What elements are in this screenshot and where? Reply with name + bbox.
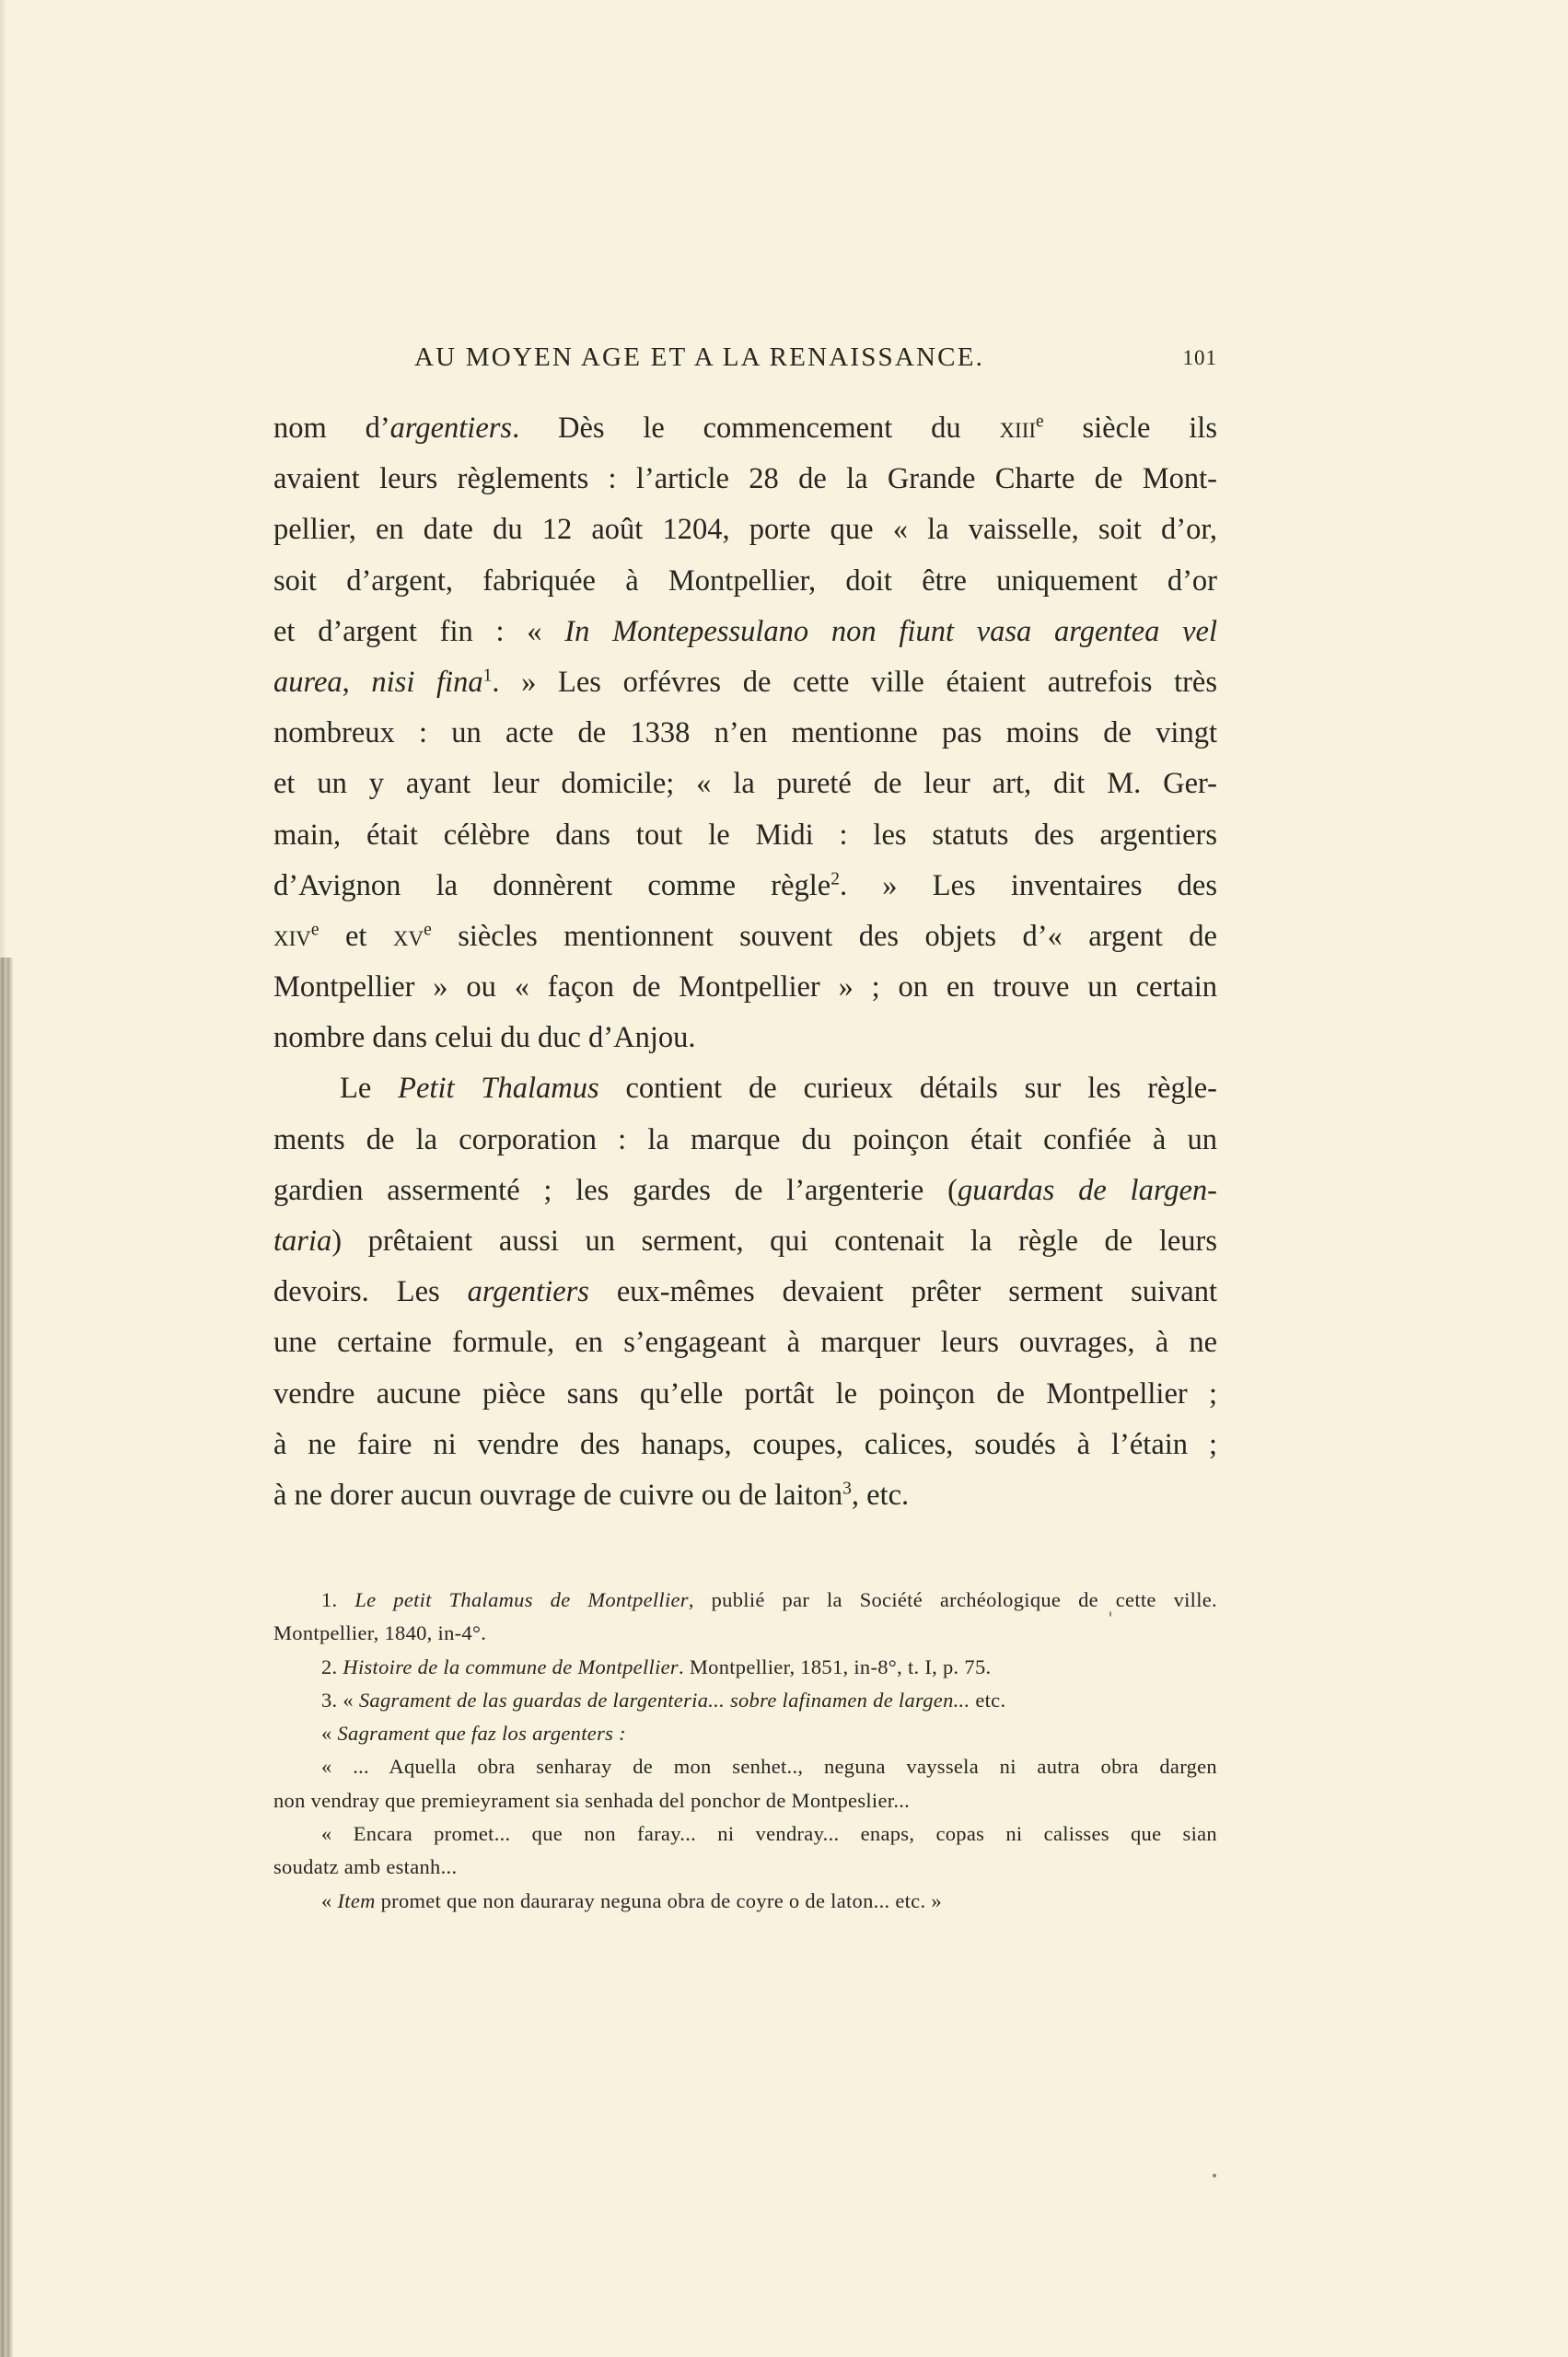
- footnote-line: [273, 1584, 1217, 1617]
- text-line: [273, 1166, 1217, 1216]
- text-run: Montpellier » ou « façon de Montpellier » ; on en trouve un certain: [273, 970, 1217, 1004]
- text-run: pellier, en date du 12 août 1204, porte que « la vaisselle, soit d’or,: [273, 513, 1217, 547]
- text-line: [273, 1470, 1217, 1521]
- footnote-line: [273, 1617, 1217, 1650]
- text-run: et: [319, 919, 393, 953]
- paper-speck: [1213, 2174, 1216, 2177]
- page-edge-shadow: [0, 0, 6, 958]
- text-run: soit d’argent, fabriquée à Montpellier, doit être uniquement d’or: [273, 563, 1217, 598]
- text-line: [273, 556, 1217, 607]
- text-run: 2.: [321, 1655, 343, 1678]
- text-line: [273, 657, 1217, 708]
- text-run: 1.: [321, 1588, 355, 1611]
- text-line: [273, 708, 1217, 759]
- text-run: eux-mêmes devaient prêter serment suivant: [588, 1275, 1217, 1309]
- running-title: AU MOYEN AGE ET A LA RENAISSANCE.: [414, 343, 985, 372]
- italic-text: aurea: [273, 665, 343, 699]
- text-line: [273, 962, 1217, 1013]
- text-run: soudatz amb estanh...: [273, 1855, 458, 1879]
- text-line: [273, 403, 1217, 454]
- italic-text: argentiers: [389, 412, 513, 445]
- text-line: [273, 861, 1217, 911]
- text-run: Le: [340, 1072, 399, 1106]
- text-run: . Montpellier, 1851, in-8°, t. I, p. 75.: [678, 1655, 992, 1678]
- superscript: e: [424, 920, 432, 940]
- footnote-line: [273, 1784, 1217, 1817]
- text-line: [273, 1267, 1217, 1318]
- text-line: [273, 1063, 1217, 1114]
- text-run: devoirs. Les: [273, 1275, 468, 1309]
- italic-text: Histoire de la commune de Montpellier: [343, 1655, 679, 1678]
- superscript: e: [310, 920, 319, 940]
- text-run: xiii: [999, 412, 1037, 445]
- text-run: ) prêtaient aussi un serment, qui contenait la règle de leurs: [331, 1225, 1217, 1258]
- text-run: «: [321, 1722, 338, 1746]
- superscript: e: [1036, 412, 1044, 432]
- italic-text: taria: [273, 1225, 332, 1258]
- footnotes: [273, 1584, 1217, 1918]
- text-run: à ne faire ni vendre des hanaps, coupes, calices, soudés à l’étain ;: [273, 1427, 1217, 1461]
- text-line: [273, 505, 1217, 555]
- superscript: 3: [842, 1479, 852, 1499]
- footnote-line: [273, 1750, 1217, 1783]
- italic-text: nisi fina: [371, 665, 483, 699]
- text-line: [273, 454, 1217, 505]
- page-number: 101: [1182, 346, 1217, 369]
- footnote-line: [273, 1717, 1217, 1750]
- text-run: nombreux : un acte de 1338 n’en mentionne pas moins de vingt: [273, 716, 1217, 750]
- text-line: [273, 1318, 1217, 1368]
- text-run: nombre dans celui du duc d’Anjou.: [273, 1021, 696, 1055]
- paper-speck: [1109, 1611, 1111, 1617]
- text-line: [273, 1369, 1217, 1420]
- text-line: [273, 759, 1217, 809]
- italic-text: guardas de largen-: [957, 1173, 1218, 1207]
- text-run: 3. «: [321, 1688, 359, 1712]
- text-run: et un y ayant leur domicile; « la pureté de leur art, dit M. Ger-: [273, 767, 1217, 801]
- italic-text: argentiers: [467, 1275, 589, 1309]
- italic-text: In Montepessulano non fiunt vasa argentea vel: [564, 614, 1217, 648]
- italic-text: Sagrament de las guardas de largenteria... sobre lafinamen de largen...: [358, 1688, 970, 1712]
- text-run: «: [321, 1888, 338, 1912]
- text-run: « ... Aquella obra senharay de mon senhet.., neguna vayssela ni autra obra dargen: [321, 1755, 1217, 1779]
- text-run: « Encara promet... que non faray... ni vendray... enaps, copas ni calisses que sian: [321, 1822, 1217, 1846]
- text-line: [273, 1115, 1217, 1166]
- footnote-line: [273, 1684, 1217, 1717]
- text-run: d’Avignon la donnèrent comme règle: [273, 868, 831, 902]
- running-head: [273, 343, 1217, 379]
- text-run: etc.: [970, 1688, 1006, 1712]
- body-text: [273, 403, 1217, 1521]
- text-run: . » Les orfévres de cette ville étaient autrefois très: [492, 665, 1217, 699]
- text-run: promet que non dauraray neguna obra de coyre o de laton... etc. »: [375, 1888, 942, 1912]
- footnote-line: [273, 1885, 1217, 1918]
- text-run: xiv: [273, 919, 311, 953]
- text-run: ments de la corporation : la marque du poinçon était confiée à un: [273, 1122, 1217, 1156]
- text-run: non vendray que premieyrament sia senhada del ponchor de Montpeslier...: [273, 1788, 911, 1812]
- footnote-line: [273, 1651, 1217, 1684]
- text-run: . Dès le commencement du: [512, 412, 1000, 445]
- superscript: 1: [482, 666, 493, 686]
- text-run: ,: [342, 665, 372, 699]
- text-line: [273, 1013, 1217, 1063]
- text-line: [273, 911, 1217, 962]
- text-run: siècles mentionnent souvent des objets d’« argent de: [431, 919, 1217, 953]
- footnote-line: [273, 1851, 1217, 1884]
- footnote-line: [273, 1817, 1217, 1851]
- text-run: à ne dorer aucun ouvrage de cuivre ou de laiton: [273, 1478, 843, 1512]
- text-run: gardien assermenté ; les gardes de l’argenterie (: [273, 1173, 958, 1207]
- superscript: 2: [830, 869, 840, 888]
- book-binding-edge: [0, 958, 13, 2357]
- text-run: contient de curieux détails sur les règle-: [598, 1072, 1217, 1106]
- text-line: [273, 607, 1217, 657]
- italic-text: Item: [337, 1888, 376, 1912]
- text-run: nom d’: [273, 412, 390, 445]
- text-run: avaient leurs règlements : l’article 28 de la Grande Charte de Mont-: [273, 462, 1217, 496]
- text-line: [273, 810, 1217, 861]
- text-run: main, était célèbre dans tout le Midi : les statuts des argentiers: [273, 818, 1217, 852]
- text-run: vendre aucune pièce sans qu’elle portât le poinçon de Montpellier ;: [273, 1376, 1217, 1411]
- italic-text: Le petit Thalamus de Montpellier: [354, 1588, 689, 1611]
- text-run: . » Les inventaires des: [839, 868, 1217, 902]
- text-run: et d’argent fin : «: [273, 614, 565, 648]
- text-run: , etc.: [851, 1478, 910, 1512]
- text-run: , publié par la Société archéologique de cette ville.: [688, 1588, 1217, 1611]
- text-run: une certaine formule, en s’engageant à marquer leurs ouvrages, à ne: [273, 1326, 1217, 1360]
- italic-text: Petit Thalamus: [398, 1072, 599, 1106]
- text-run: siècle ils: [1043, 412, 1217, 445]
- text-run: Montpellier, 1840, in-4°.: [273, 1621, 487, 1645]
- text-run: xv: [392, 919, 424, 953]
- text-line: [273, 1420, 1217, 1470]
- italic-text: Sagrament que faz los argenters :: [337, 1722, 626, 1746]
- text-line: [273, 1216, 1217, 1267]
